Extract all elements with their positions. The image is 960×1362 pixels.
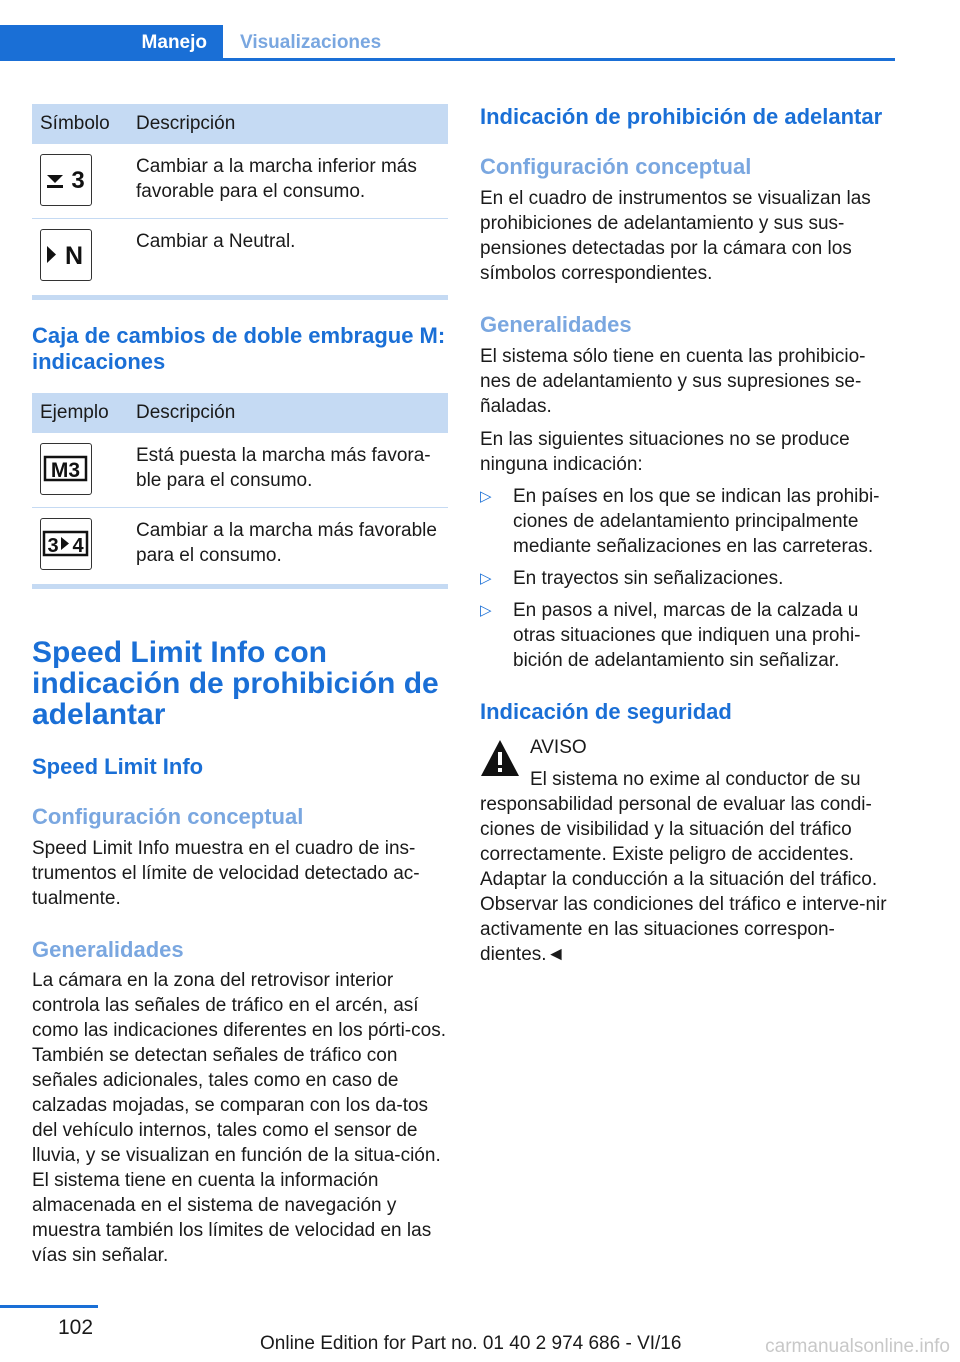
table-end-rule [32, 295, 448, 300]
footer-rule [0, 1305, 98, 1308]
overtake-concept-text: En el cuadro de instrumentos se visualizan las prohibiciones de adelantamiento y sus sus-pensiones detectadas por la cámara con los símbolos correspondientes. [480, 188, 871, 284]
table-header-description: Descripción [128, 393, 448, 433]
3-arrow-4-icon [40, 518, 92, 570]
tab-manejo[interactable] [0, 25, 223, 61]
sli-concept-text: Speed Limit Info muestra en el cuadro de ins-trumentos el límite de velocidad detectado ac-tualmente. [32, 838, 420, 909]
watermark: carmanualsonline.info [765, 1336, 950, 1357]
table-row [32, 219, 448, 294]
edition-text: Online Edition for Part no. 01 40 2 974 686 - VI/16 [260, 1333, 682, 1354]
svg-text:3: 3 [47, 535, 59, 557]
list-item: ▷ En pasos a nivel, marcas de la calzada u otras situaciones que indiquen una prohi-bición de adelantamiento sin señalizar. [480, 600, 861, 671]
warning-label: AVISO [530, 737, 587, 758]
svg-text:4: 4 [72, 535, 84, 557]
table-end-rule [32, 584, 448, 589]
svg-text:M3: M3 [50, 459, 81, 482]
list-item: ▷ En países en los que se indican las prohibi-ciones de adelantamiento principalmente mediante señalizaciones en las carreteras. [480, 486, 880, 557]
header-bar [0, 25, 895, 61]
svg-text:3: 3 [71, 167, 85, 194]
table-cell-description: Cambiar a la marcha inferior más favorable para el consumo. [128, 144, 448, 219]
sli-general-title: Generalidades [32, 937, 184, 962]
safety-title: Indicación de seguridad [480, 699, 732, 724]
table-cell-description: Cambiar a la marcha más favorable para el consumo. [136, 520, 437, 566]
table-cell-description: Está puesta la marcha más favora-ble para el consumo. [128, 433, 448, 508]
table-row [32, 433, 448, 508]
overtake-concept-title: Configuración conceptual [480, 154, 752, 179]
table-header-example: Ejemplo [32, 393, 128, 433]
overtake-general-text-2: En las siguientes situaciones no se produce ninguna indicación: [480, 429, 850, 475]
m3-icon [40, 443, 92, 495]
sli-concept-title: Configuración conceptual [32, 804, 304, 829]
example-table [32, 393, 448, 582]
main-title: Speed Limit Info con indicación de prohibición de adelantar [32, 636, 439, 731]
list-item: ▷ En trayectos sin señalizaciones. [480, 568, 784, 589]
overtake-general-text-1: El sistema sólo tiene en cuenta las prohibicio-nes de adelantamiento y sus supresiones se-ñaladas. [480, 346, 866, 417]
sli-general-text: La cámara en la zona del retrovisor interior controla las señales de tráfico en el arcén, así como las indicaciones diferentes en los pórti-cos. También se detectan señales de tráfico con señales adicionales, tales como en caso de calzadas mojadas, se comparan con los da-tos del vehículo internos, tales como el sensor de lluvia, y se visualizan en función de la situa-ción. El sistema tiene en cuenta la información almacenada en el sistema de navegación y muestra también los límites de velocidad en las vías sin señalar. [32, 970, 446, 1266]
overtake-bullet-list [480, 484, 900, 680]
bullet-triangle-icon: ▷ [480, 602, 492, 619]
table-row [32, 144, 448, 219]
section-title-m-dct: Caja de cambios de doble embrague M: indicaciones [32, 323, 446, 374]
page-number: 102 [58, 1316, 94, 1339]
tab-manejo-label: Manejo [141, 32, 207, 53]
bullet-triangle-icon: ▷ [480, 570, 492, 587]
table-cell-description: Cambiar a Neutral. [136, 231, 296, 252]
arrow-down-3-icon [40, 154, 92, 206]
table-row [32, 508, 448, 583]
warning-text: El sistema no exime al conductor de su responsabilidad personal de evaluar las condi-ciones de visibilidad y la situación del tráfico correctamente. Existe peligro de accidentes. Adaptar la conducción a la situación del tráfico. Observar las condiciones del tráfico e interve-nir activamente en las situaciones correspon-dientes.◄ [480, 769, 887, 965]
overtake-title: Indicación de prohibición de adelantar [480, 104, 883, 129]
symbol-table [32, 104, 448, 293]
overtake-general-title: Generalidades [480, 312, 632, 337]
header-underline [0, 58, 895, 61]
table-header-description: Descripción [128, 104, 448, 144]
table-header-symbol: Símbolo [32, 104, 128, 144]
tab-visualizaciones[interactable]: Visualizaciones [240, 32, 382, 53]
arrow-right-n-icon [40, 229, 92, 281]
svg-text:N: N [64, 242, 84, 270]
sli-title: Speed Limit Info [32, 754, 204, 779]
bullet-triangle-icon: ▷ [480, 488, 492, 505]
